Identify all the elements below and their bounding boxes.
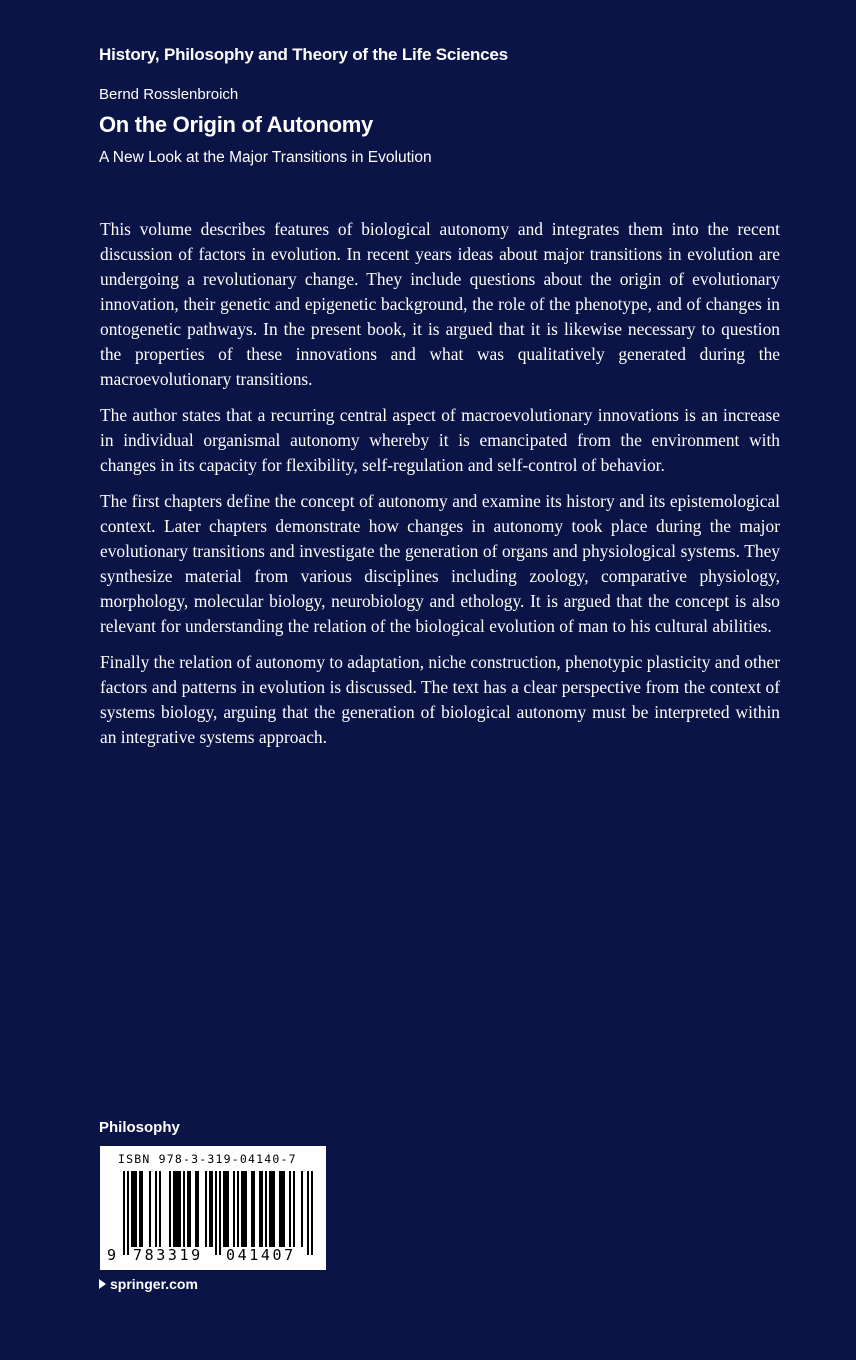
barcode-digits xyxy=(100,1246,326,1268)
barcode-bar xyxy=(265,1171,267,1247)
book-subtitle: A New Look at the Major Transitions in Evolution xyxy=(99,149,432,166)
description-paragraph: The first chapters define the concept of autonomy and examine its history and its epistemological context. Later chapters demonstrate how changes in autonomy took place during the major evolutionary transitions and investigate the generation of organs and physiological systems. They synthesize material from various disciplines including zoology, comparative physiology, morphology, molecular biology, neurobiology and ethology. It is argued that the concept is also relevant for understanding the relation of the biological evolution of man to his cultural abilities. xyxy=(100,491,780,636)
arrow-right-icon xyxy=(99,1279,106,1289)
barcode-bar xyxy=(301,1171,303,1247)
barcode-bar xyxy=(149,1171,151,1247)
website-label: springer.com xyxy=(110,1276,198,1292)
barcode-bar xyxy=(233,1171,235,1247)
description-paragraph: This volume describes features of biological autonomy and integrates them into the recent discussion of factors in evolution. In recent years ideas about major transitions in evolution are undergoing a revolutionary change. They include questions about the origin of evolutionary innovation, their genetic and epigenetic background, the role of the phenotype, and of changes in ontogenetic pathways. In the present book, it is argued that it is likewise necessary to question the properties of these innovations and what was qualitatively generated during the macroevolutionary transitions. xyxy=(100,219,780,389)
barcode-bar xyxy=(251,1171,255,1247)
barcode-bar xyxy=(127,1171,129,1255)
author-name: Bernd Rosslenbroich xyxy=(99,86,239,103)
description-paragraph: Finally the relation of autonomy to adaptation, niche construction, phenotypic plasticity and other factors and patterns in evolution is discussed. The text has a clear perspective from the context of systems biology, arguing that the generation of biological autonomy must be interpreted within an integrative systems approach. xyxy=(100,652,781,747)
description-paragraph: The author states that a recurring central aspect of macroevolutionary innovations is an increase in individual organismal autonomy whereby it is emancipated from the environment with changes in its capacity for flexibility, self-regulation and self-control of behavior. xyxy=(100,405,780,475)
barcode-bar xyxy=(269,1171,275,1247)
barcode-bar xyxy=(223,1171,229,1247)
barcode-bar xyxy=(259,1171,263,1247)
isbn-label: ISBN 978-3-319-04140-7 xyxy=(118,1152,297,1166)
isbn-barcode xyxy=(100,1146,326,1270)
barcode-bar xyxy=(293,1171,295,1247)
barcode-digit-first: 9 xyxy=(107,1246,119,1264)
barcode-digits-left: 783319 xyxy=(133,1246,203,1264)
barcode-bar xyxy=(139,1171,143,1247)
barcode-bar xyxy=(159,1171,161,1247)
barcode-bar xyxy=(187,1171,191,1247)
barcode-bar xyxy=(169,1171,171,1247)
barcode-bar xyxy=(237,1171,239,1247)
subject-category: Philosophy xyxy=(99,1119,180,1136)
barcode-bar xyxy=(215,1171,217,1255)
barcode-bar xyxy=(205,1171,207,1247)
barcode-bar xyxy=(131,1171,137,1247)
barcode-bar xyxy=(289,1171,291,1247)
barcode-bar xyxy=(241,1171,247,1247)
barcode-bar xyxy=(123,1171,125,1255)
barcode-bar xyxy=(311,1171,313,1255)
barcode-bar xyxy=(219,1171,221,1255)
barcode-bar xyxy=(195,1171,199,1247)
website-link[interactable] xyxy=(99,1276,198,1292)
book-description xyxy=(100,217,780,761)
barcode-bar xyxy=(209,1171,213,1247)
barcode-digits-right: 041407 xyxy=(226,1246,296,1264)
book-title: On the Origin of Autonomy xyxy=(99,112,373,137)
barcode-bar xyxy=(155,1171,157,1247)
barcode-bar xyxy=(307,1171,309,1255)
barcode-bar xyxy=(279,1171,285,1247)
barcode-bar xyxy=(173,1171,181,1247)
barcode-bar xyxy=(183,1171,185,1247)
series-title: History, Philosophy and Theory of the Life Sciences xyxy=(99,45,508,64)
